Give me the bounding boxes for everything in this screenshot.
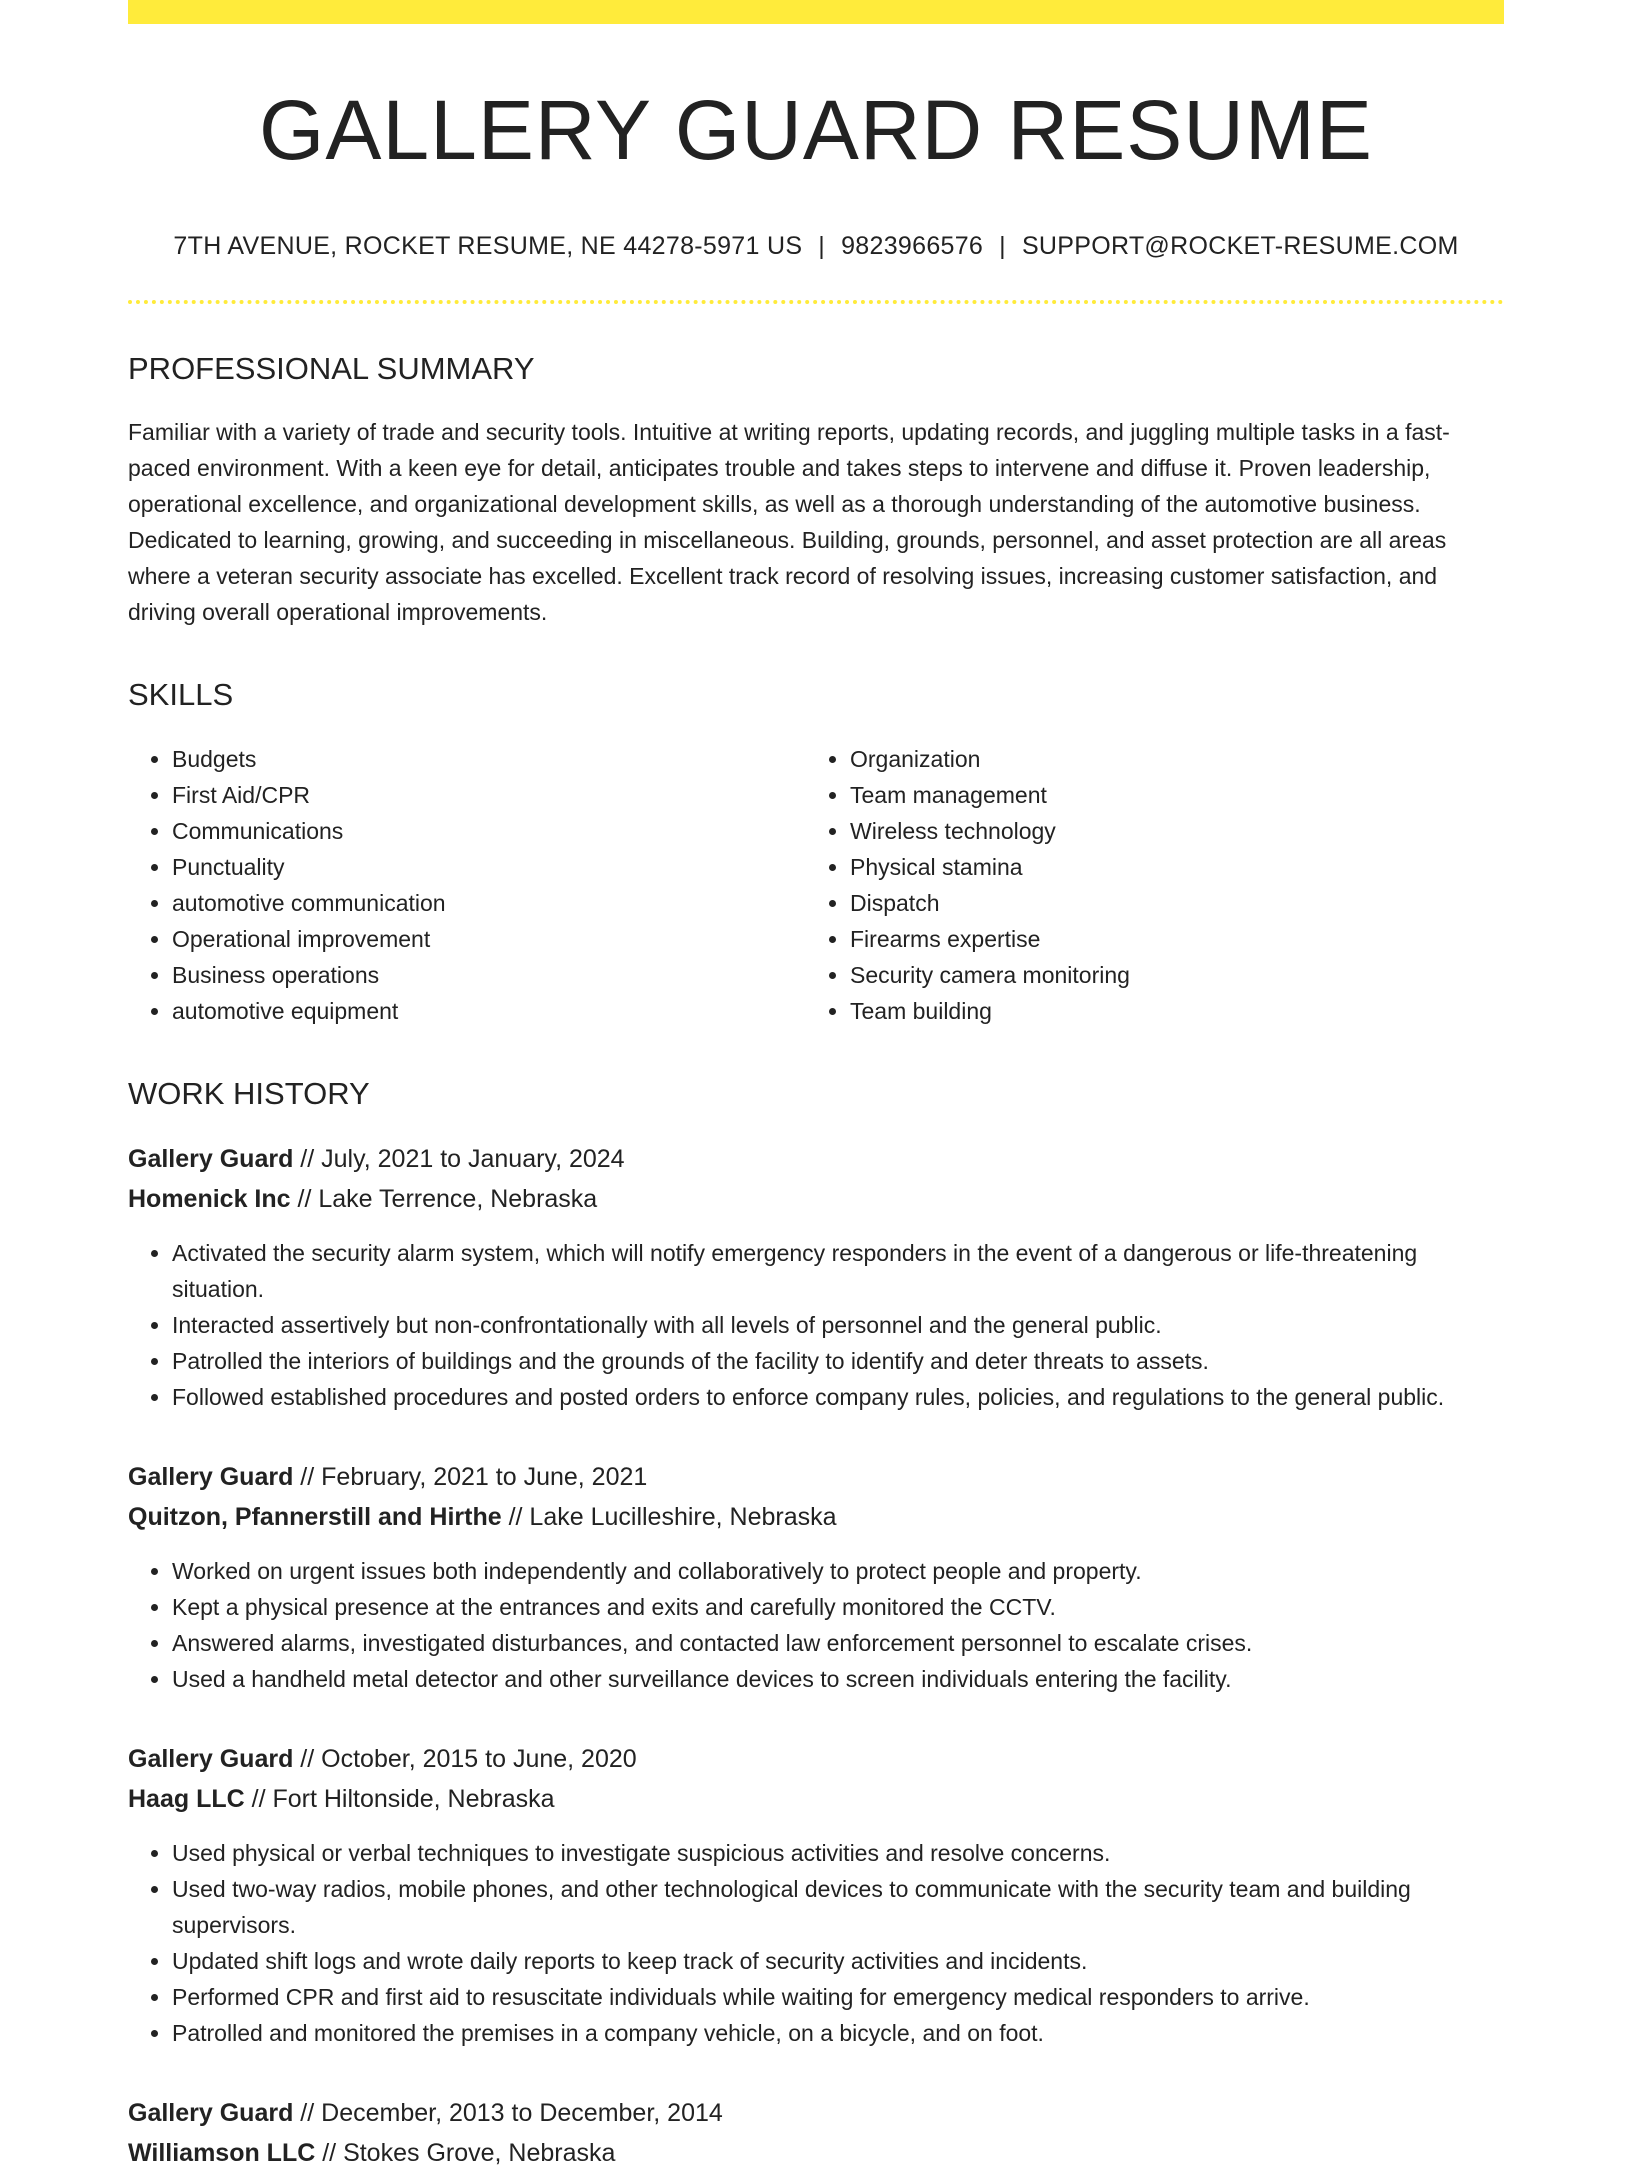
job-title: Gallery Guard (128, 1744, 294, 1773)
skill-item: • Firearms expertise (850, 921, 1484, 957)
skill-item: • Team building (850, 993, 1484, 1029)
skill-item: • Operational improvement (172, 921, 806, 957)
skill-item: • Team management (850, 777, 1484, 813)
job-bullet: • Kept a physical presence at the entrances and exits and carefully monitored the CCTV. (172, 1589, 1504, 1625)
job-company: Williamson LLC (128, 2138, 316, 2167)
job-bullet: • Patrolled and monitored the premises in a company vehicle, on a bicycle, and on foot. (172, 2015, 1504, 2051)
job-title-line (128, 1457, 1504, 1497)
skill-item: • First Aid/CPR (172, 777, 806, 813)
job-title: Gallery Guard (128, 2098, 294, 2127)
job-title: Gallery Guard (128, 1462, 294, 1491)
job-bullets (128, 1235, 1504, 1415)
contact-line (128, 232, 1504, 261)
skills-column-left (128, 741, 806, 1029)
skill-item: • Security camera monitoring (850, 957, 1484, 993)
work-history-heading: WORK HISTORY (128, 1075, 370, 1111)
dotted-divider (128, 300, 1504, 304)
job-bullet: • Patrolled the interiors of buildings and the grounds of the facility to identify and deter threats to assets. (172, 1343, 1504, 1379)
skill-item: • automotive equipment (172, 993, 806, 1029)
skill-item: • Business operations (172, 957, 806, 993)
job-bullet: • Followed established procedures and posted orders to enforce company rules, policies, and regulations to the general public. (172, 1379, 1504, 1415)
skill-item: • Physical stamina (850, 849, 1484, 885)
job-dates: // July, 2021 to January, 2024 (293, 1144, 625, 1173)
job-bullet: • Used a handheld metal detector and other surveillance devices to screen individuals entering the facility. (172, 1661, 1504, 1697)
job-company-line (128, 1779, 1504, 1819)
job-title-line (128, 2093, 1504, 2133)
job-bullet: • Performed CPR and first aid to resuscitate individuals while waiting for emergency medical responders to arrive. (172, 1979, 1504, 2015)
job-location: // Lake Terrence, Nebraska (290, 1184, 598, 1213)
job-dates: // December, 2013 to December, 2014 (293, 2098, 723, 2127)
job-bullets (128, 1835, 1504, 2051)
page-title: GALLERY GUARD RESUME (259, 83, 1373, 177)
job-location: // Lake Lucilleshire, Nebraska (501, 1502, 837, 1531)
job-company: Quitzon, Pfannerstill and Hirthe (128, 1502, 502, 1531)
job-bullet: • Activated the security alarm system, which will notify emergency responders in the event of a dangerous or life-threatening situation. (172, 1235, 1504, 1307)
skill-item: • Communications (172, 813, 806, 849)
job-entry (128, 1139, 1504, 1415)
job-bullet: • Worked on urgent issues both independently and collaboratively to protect people and property. (172, 1553, 1504, 1589)
job-dates: // October, 2015 to June, 2020 (293, 1744, 637, 1773)
job-bullet: • Updated shift logs and wrote daily reports to keep track of security activities and incidents. (172, 1943, 1504, 1979)
job-bullet: • Answered alarms, investigated disturbances, and contacted law enforcement personnel to escalate crises. (172, 1625, 1504, 1661)
job-company-line (128, 1497, 1504, 1537)
job-bullet: • Used physical or verbal techniques to investigate suspicious activities and resolve concerns. (172, 1835, 1504, 1871)
job-bullet: • Interacted assertively but non-confrontationally with all levels of personnel and the general public. (172, 1307, 1504, 1343)
skill-item: • Wireless technology (850, 813, 1484, 849)
accent-bar (128, 0, 1504, 24)
skills-column-right (806, 741, 1484, 1029)
job-location: // Stokes Grove, Nebraska (315, 2138, 616, 2167)
job-company-line (128, 2133, 1504, 2173)
job-dates: // February, 2021 to June, 2021 (293, 1462, 648, 1491)
skill-item: • Dispatch (850, 885, 1484, 921)
skill-item: • Punctuality (172, 849, 806, 885)
skills-list (128, 741, 1504, 1029)
job-location: // Fort Hiltonside, Nebraska (244, 1784, 555, 1813)
summary-text: Familiar with a variety of trade and security tools. Intuitive at writing reports, updating records, and juggling multiple tasks in a fast-paced environment. With a keen eye for detail, anticipates trouble and takes steps to intervene and diffuse it. Proven leadership, operational excellence, and organizational development skills, as well as a thorough understanding of the automotive business. Dedicated to learning, growing, and succeeding in miscellaneous. Building, grounds, personnel, and asset protection are all areas where a veteran security associate has excelled. Excellent track record of resolving issues, increasing customer satisfaction, and driving overall operational improvements. (128, 419, 1450, 626)
job-title-line (128, 1139, 1504, 1179)
job-bullets (128, 1553, 1504, 1697)
skills-heading: SKILLS (128, 677, 234, 713)
skill-item: • Budgets (172, 741, 806, 777)
phone: 9823966576 (841, 232, 984, 261)
address: 7TH AVENUE, ROCKET RESUME, NE 44278-5971 US (173, 232, 803, 261)
separator: | (999, 232, 1006, 261)
job-entry (128, 1739, 1504, 2051)
job-company: Haag LLC (128, 1784, 245, 1813)
separator: | (818, 232, 826, 261)
job-title-line (128, 1739, 1504, 1779)
resume-page (128, 0, 1504, 2173)
skill-item: • Organization (850, 741, 1484, 777)
job-company-line (128, 1179, 1504, 1219)
job-entry (128, 2093, 1504, 2173)
job-entry (128, 1457, 1504, 1697)
summary-heading: PROFESSIONAL SUMMARY (128, 351, 535, 387)
job-title: Gallery Guard (128, 1144, 294, 1173)
skill-item: • automotive communication (172, 885, 806, 921)
job-bullet: • Used two-way radios, mobile phones, and other technological devices to communicate with the security team and building supervisors. (172, 1871, 1504, 1943)
job-company: Homenick Inc (128, 1184, 291, 1213)
email-link[interactable]: SUPPORT@ROCKET-RESUME.COM (1021, 232, 1459, 261)
